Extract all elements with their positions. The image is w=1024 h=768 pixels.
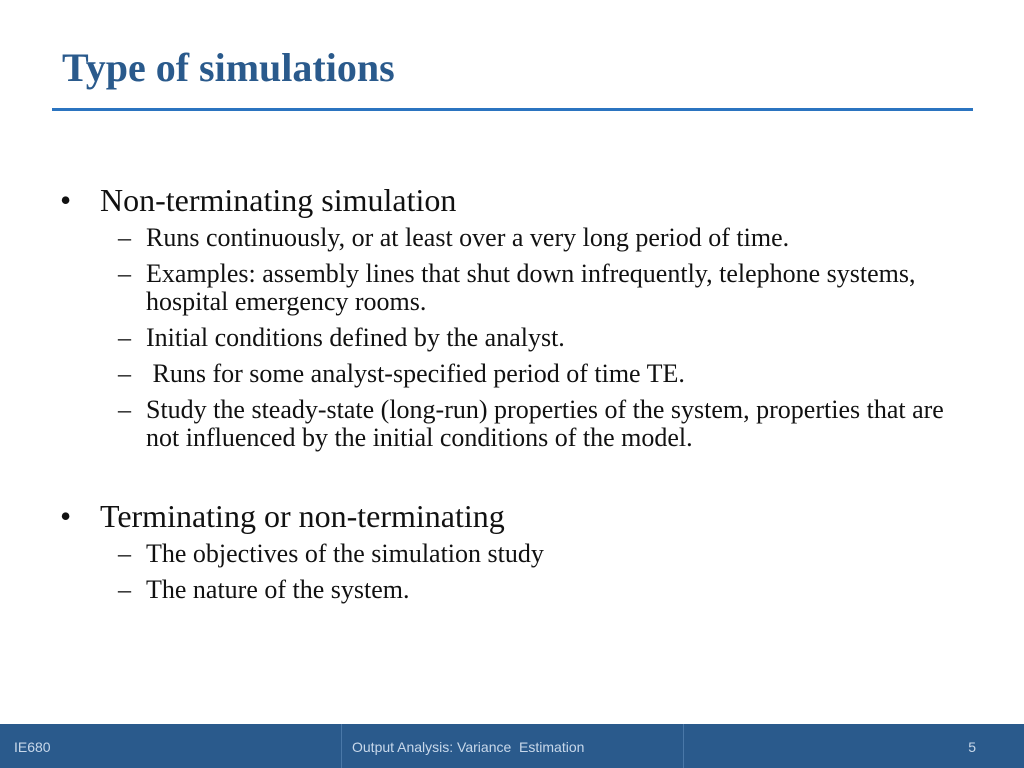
- sub-bullet-item: [60, 260, 970, 316]
- slide-title: Type of simulations: [62, 45, 395, 90]
- sub-bullet-item: [60, 360, 970, 388]
- dash-marker: –: [118, 323, 131, 352]
- dash-marker: –: [118, 575, 131, 604]
- footer-page-number: 5: [968, 739, 976, 755]
- sub-bullet-item: [60, 396, 970, 452]
- sub-bullet-text: Initial conditions defined by the analyst.: [146, 323, 565, 352]
- footer-topic: Output Analysis: Variance Estimation: [352, 739, 585, 755]
- footer-divider: [683, 724, 684, 768]
- footer-divider: [341, 724, 342, 768]
- dash-marker: –: [118, 395, 131, 424]
- sub-bullet-item: [60, 540, 970, 568]
- sub-bullet-text: Study the steady-state (long-run) properties of the system, properties that are not influenced by the initial conditions of the model.: [146, 395, 944, 452]
- sub-bullet-text: Examples: assembly lines that shut down infrequently, telephone systems, hospital emergency rooms.: [146, 259, 916, 316]
- spacer: [60, 460, 970, 498]
- dash-marker: –: [118, 259, 131, 288]
- bullet-text: Non-terminating simulation: [100, 182, 457, 218]
- sub-bullet-item: [60, 224, 970, 252]
- bullet-marker: •: [60, 498, 72, 534]
- sub-bullet-text: The objectives of the simulation study: [146, 539, 544, 568]
- dash-marker: –: [118, 539, 131, 568]
- slide-content: [60, 182, 970, 612]
- footer-bar: [0, 724, 1024, 768]
- bullet-item: [60, 498, 970, 534]
- sub-bullet-text: Runs for some analyst-specified period of time TE.: [146, 359, 685, 388]
- dash-marker: –: [118, 359, 131, 388]
- sub-bullet-item: [60, 324, 970, 352]
- footer-course: IE680: [14, 739, 51, 755]
- sub-bullet-text: The nature of the system.: [146, 575, 410, 604]
- sub-bullet-list: [60, 540, 970, 604]
- bullet-marker: •: [60, 182, 72, 218]
- bullet-text: Terminating or non-terminating: [100, 498, 505, 534]
- dash-marker: –: [118, 223, 131, 252]
- sub-bullet-list: [60, 224, 970, 452]
- sub-bullet-text: Runs continuously, or at least over a very long period of time.: [146, 223, 790, 252]
- sub-bullet-item: [60, 576, 970, 604]
- title-underline: [52, 108, 973, 111]
- bullet-item: [60, 182, 970, 218]
